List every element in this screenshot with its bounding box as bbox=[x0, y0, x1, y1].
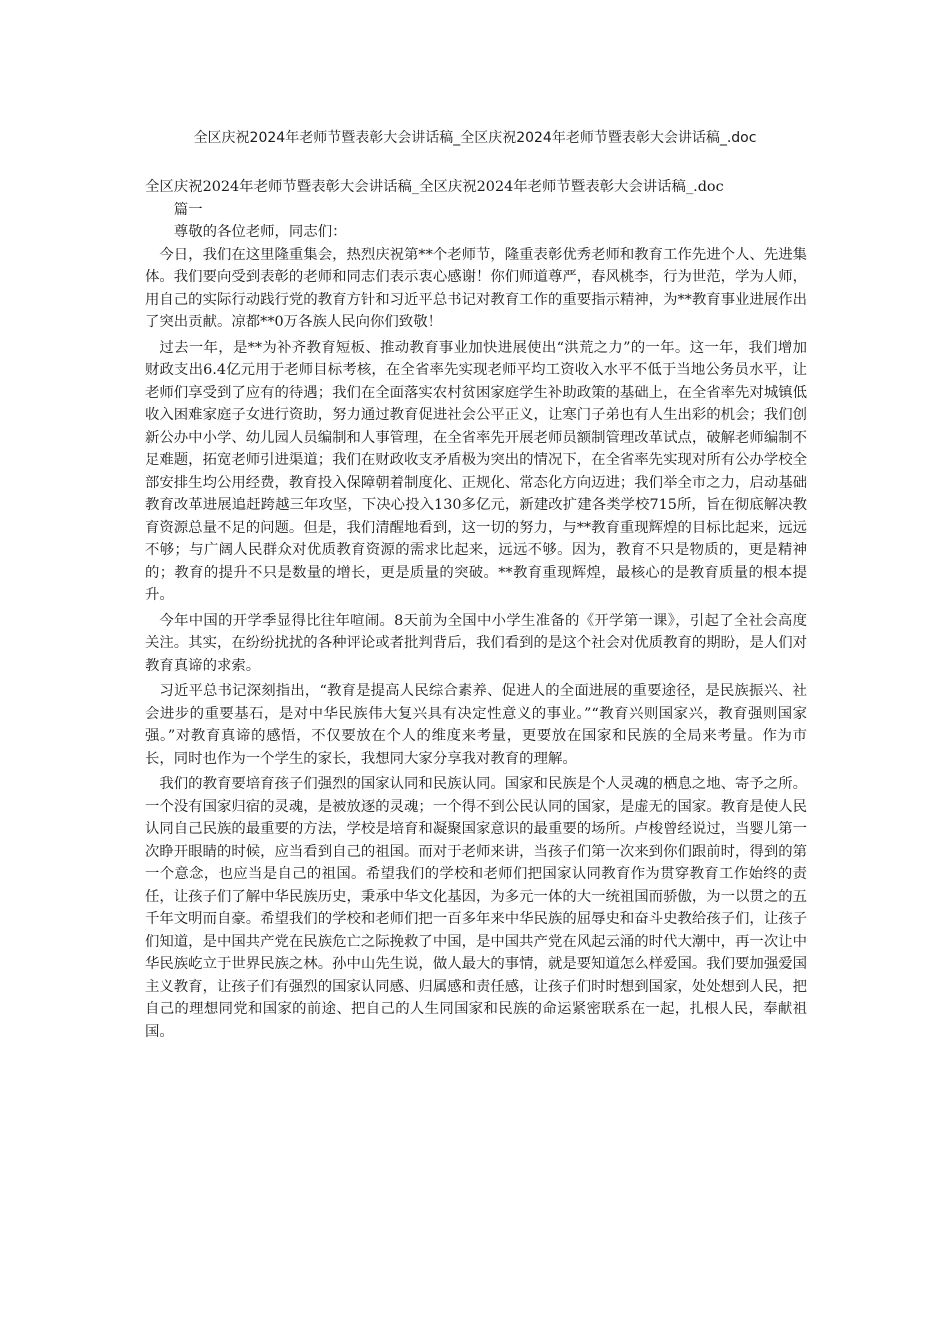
paragraph-3: 今年中国的开学季显得比往年喧闹。8天前为全国中小学生准备的《开学第一课》，引起了全社会高度关注。其实，在纷纷扰扰的各种评论或者批判背后，我们看到的是这个社会对优质教育的期盼，是人们对教育真谛的求索。 bbox=[145, 612, 807, 674]
paragraph-5: 我们的教育要培育孩子们强烈的国家认同和民族认同。国家和民族是个人灵魂的栖息之地、寄予之所。一个没有国家归宿的灵魂，是被放逐的灵魂；一个得不到公民认同的国家，是虚无的国家。教育是使人民认同自己民族的最重要的方法，学校是培育和凝聚国家意识的最重要的场所。卢梭曾经说过，当婴儿第一次睁开眼睛的时候，应当看到自己的祖国。而对于老师来讲，当孩子们第一次来到你们跟前时，得到的第一个意念，也应当是自己的祖国。希望我们的学校和老师们把国家认同教育作为贯穿教育工作始终的责任，让孩子们了解中华民族历史，秉承中华文化基因，为多元一体的大一统祖国而骄傲，为一以贯之的五千年文明而自豪。希望我们的学校和老师们把一百多年来中华民族的屈辱史和奋斗史教给孩子们，让孩子们知道，是中国共产党在民族危亡之际挽救了中国，是中国共产党在风起云涌的时代大潮中，再一次让中华民族屹立于世界民族之林。孙中山先生说，做人最大的事情，就是要知道怎么样爱国。我们要加强爱国主义教育，让孩子们有强烈的国家认同感、归属感和责任感，让孩子们时时想到国家，处处想到人民，把自己的理想同党和国家的前途、把自己的人生同国家和民族的命运紧密联系在一起，扎根人民，奉献祖国。 bbox=[145, 776, 807, 1040]
paragraph-1: 今日，我们在这里隆重集会，热烈庆祝第**个老师节，隆重表彰优秀老师和教育工作先进个人、先进集体。我们要向受到表彰的老师和同志们表示衷心感谢！你们师道尊严，春风桃李，行为世范，学为人师，用自己的实际行动践行党的教育方针和习近平总书记对教育工作的重要指示精神，为**教育事业进展作出了突出贡献。凉都**0万各族人民向你们致敬！ bbox=[145, 246, 807, 330]
paragraph-2: 过去一年，是**为补齐教育短板、推动教育事业加快进展使出“洪荒之力”的一年。这一年，我们增加财政支出6.4亿元用于老师目标考核，在全省率先实现老师平均工资收入水平不低于当地公务员水平，让老师们享受到了应有的待遇；我们在全面落实农村贫困家庭学生补助政策的基础上，在全省率先对城镇低收入困难家庭子女进行资助，努力通过教育促进社会公平正义，让寒门子弟也有人生出彩的机会；我们创新公办中小学、幼儿园人员编制和人事管理，在全省率先开展老师员额制管理改革试点，破解老师编制不足难题，拓宽老师引进渠道；我们在财政收支矛盾极为突出的情况下，在全省率先实现对所有公办学校全部安排生均公用经费，教育投入保障朝着制度化、正规化、常态化方向迈进；我们举全市之力，启动基础教育改革进展追赶跨越三年攻坚，下决心投入130多亿元，新建改扩建各类学校715所，旨在彻底解决教育资源总量不足的问题。但是，我们清醒地看到，这一切的努力，与**教育重现辉煌的目标比起来，远远不够；与广阔人民群众对优质教育资源的需求比起来，远远不够。因为，教育不只是物质的，更是精神的；教育的提升不只是数量的增长，更是质量的突破。**教育重现辉煌，最核心的是教育质量的根本提升。 bbox=[145, 339, 807, 603]
document-body bbox=[145, 176, 807, 1046]
body-heading: 全区庆祝2024年老师节暨表彰大会讲话稿_全区庆祝2024年老师节暨表彰大会讲话稿_.doc bbox=[145, 179, 724, 195]
page-title: 全区庆祝2024年老师节暨表彰大会讲话稿_全区庆祝2024年老师节暨表彰大会讲话稿_.doc bbox=[193, 130, 757, 146]
paragraph-4: 习近平总书记深刻指出，“教育是提高人民综合素养、促进人的全面进展的重要途径，是民族振兴、社会进步的重要基石，是对中华民族伟大复兴具有决定性意义的事业。”“教育兴则国家兴，教育强则国家强。”对教育真谛的感悟，不仅要放在个人的维度来考量，更要放在国家和民族的全局来考量。作为市长，同时也作为一个学生的家长，我想同大家分享我对教育的理解。 bbox=[145, 683, 807, 767]
section-label: 篇一 bbox=[173, 201, 203, 218]
salutation: 尊敬的各位老师，同志们： bbox=[173, 224, 347, 240]
